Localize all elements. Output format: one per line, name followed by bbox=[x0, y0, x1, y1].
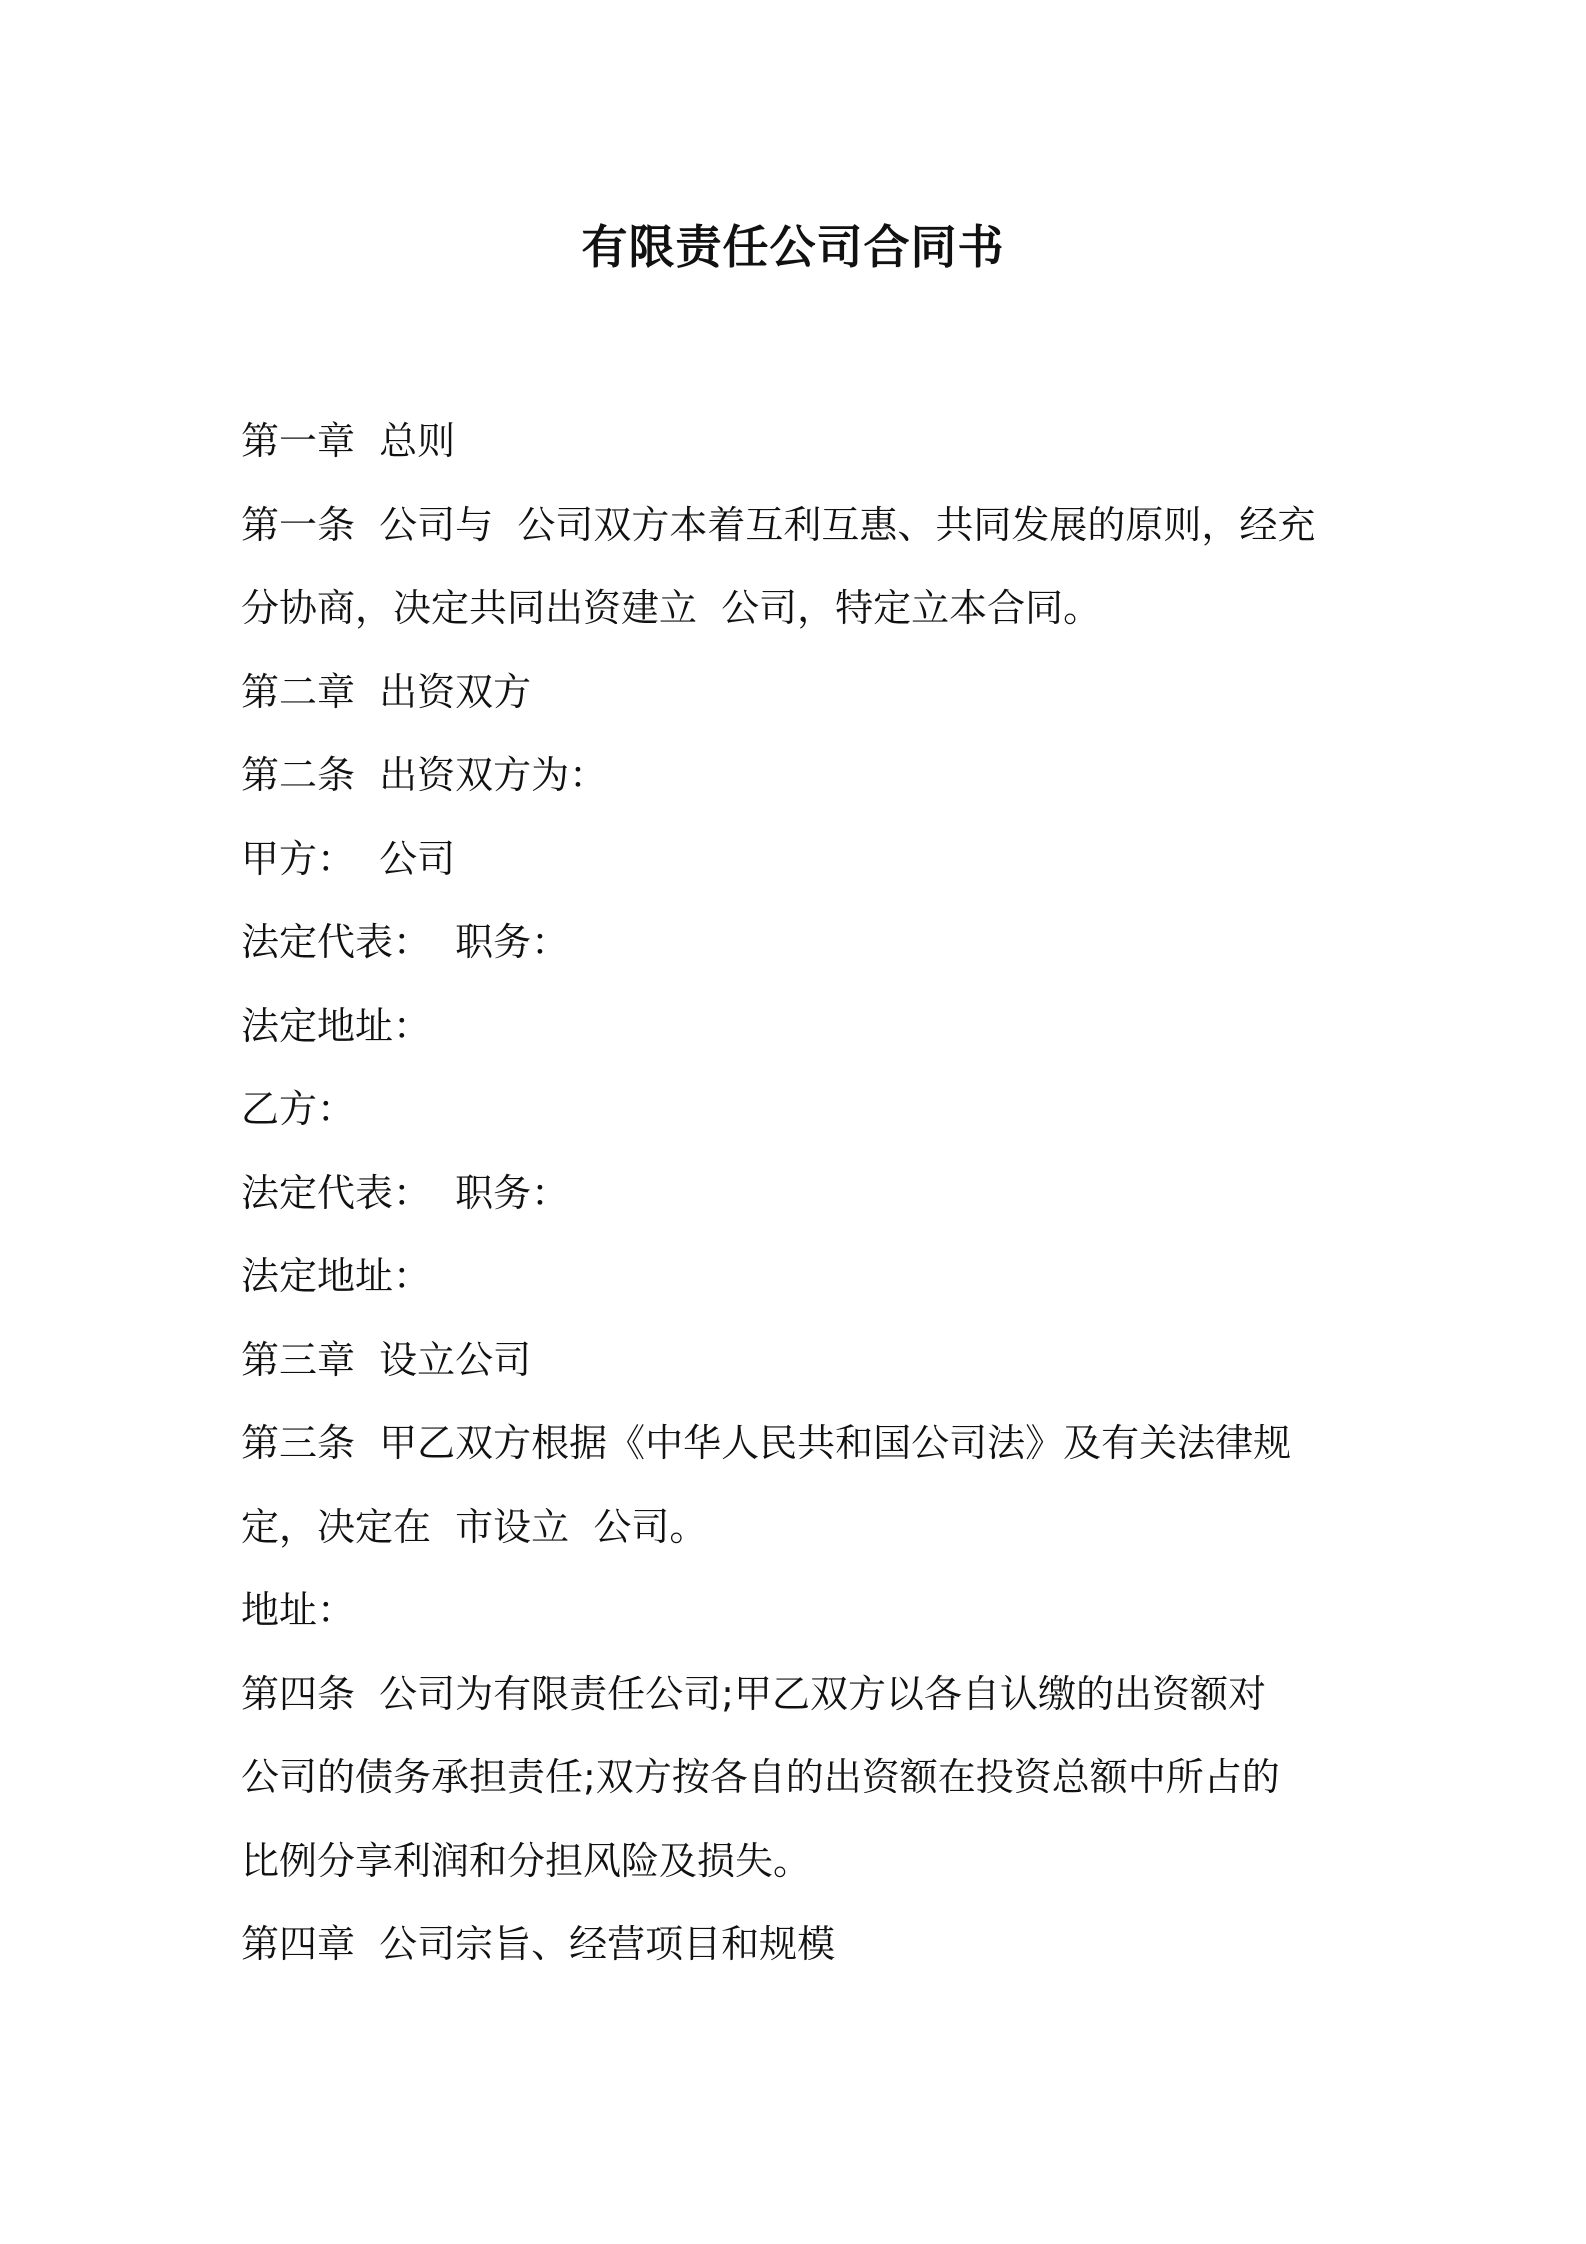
party-b-line: 乙方： bbox=[241, 1087, 356, 1131]
article-4-line-2: 公司的债务承担责任;双方按各自的出资额在投资总额中所占的 bbox=[241, 1755, 1280, 1799]
chapter-4-heading: 第四章 公司宗旨、经营项目和规模 bbox=[241, 1922, 836, 1966]
document-body bbox=[241, 400, 1361, 1987]
chapter-2-heading: 第二章 出资双方 bbox=[241, 669, 532, 714]
chapter-3-heading: 第三章 设立公司 bbox=[241, 1337, 532, 1382]
chapter-1-heading: 第一章 总则 bbox=[241, 419, 456, 463]
party-a-line: 甲方： 公司 bbox=[241, 836, 456, 881]
document-title: 有限责任公司合同书 bbox=[581, 220, 1005, 274]
article-1-line-2: 分协商，决定共同出资建立 公司，特定立本合同。 bbox=[241, 586, 1102, 630]
article-4-line-3: 比例分享利润和分担风险及损失。 bbox=[241, 1838, 812, 1883]
company-address-line: 地址： bbox=[241, 1588, 356, 1632]
article-2-line: 第二条 出资双方为： bbox=[241, 753, 608, 797]
party-b-representative-line: 法定代表： 职务： bbox=[241, 1170, 570, 1215]
article-3-line-2: 定，决定在 市设立 公司。 bbox=[241, 1504, 708, 1549]
party-a-address-line: 法定地址： bbox=[241, 1003, 432, 1048]
article-3-line-1: 第三条 甲乙双方根据《中华人民共和国公司法》及有关法律规 bbox=[241, 1421, 1292, 1465]
article-4-line-1: 第四条 公司为有限责任公司;甲乙双方以各自认缴的出资额对 bbox=[241, 1671, 1266, 1716]
party-b-address-line: 法定地址： bbox=[241, 1254, 432, 1298]
party-a-representative-line: 法定代表： 职务： bbox=[241, 920, 570, 964]
article-1-line-1: 第一条 公司与 公司双方本着互利互惠、共同发展的原则，经充 bbox=[241, 502, 1316, 547]
